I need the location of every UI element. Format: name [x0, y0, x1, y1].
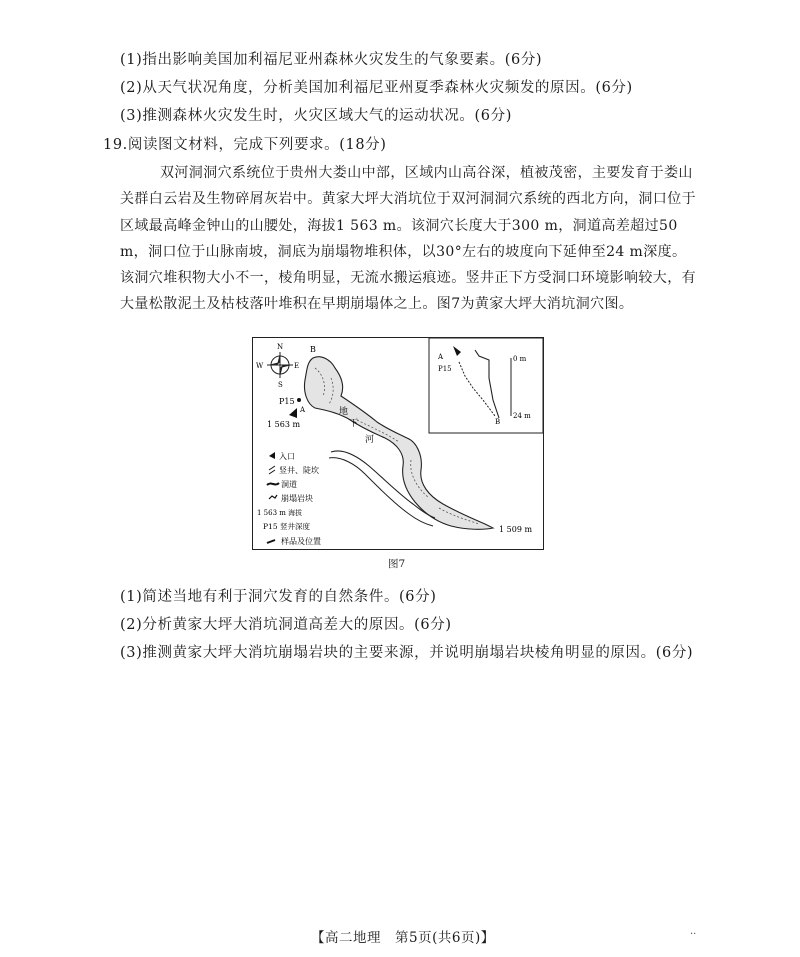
inset-label-p15: P15	[438, 365, 452, 373]
inset-label-b: B	[495, 418, 501, 426]
legend-item-rockfall: 崩塌岩块	[281, 494, 313, 503]
compass-s: S	[278, 381, 283, 389]
river-char-2: 下	[349, 419, 359, 429]
question-19-heading: 19.阅读图文材料，完成下列要求。(18分)	[103, 137, 387, 153]
material-text: 双河洞洞穴系统位于贵州大娄山中部，区域内山高谷深，植被茂密，主要发育于娄山关群白云岩及生物碎屑灰岩中。黄家大坪大消坑位于双河洞洞穴系统的西北方向，洞口位于区域最高峰金钟山的山腰处，海拔1 563 m。该洞穴长度大于300 m，洞道高差超过50 m，洞口位于山脉南坡，洞底为崩塌物堆积体，以30°左右的坡度向下延伸至24 m深度。该洞穴堆积物大小不一，棱角明显，无流水搬运痕迹。竖井正下方受洞口环境影响较大，有大量松散泥土及枯枝落叶堆积在早期崩塌体之上。图7为黄家大坪大消坑洞穴图。	[120, 165, 696, 313]
inset-label-a: A	[438, 353, 444, 361]
prev-question-3: (3)推测森林火灾发生时，火灾区域大气的运动状况。(6分)	[120, 108, 512, 124]
legend-entrance-icon	[269, 452, 275, 459]
legend-item-sample: 样品及位置	[281, 537, 321, 546]
corner-mark: ··	[690, 929, 697, 940]
legend-item-depth: P15 竖井深度	[263, 522, 310, 531]
legend-sample-icon	[267, 540, 275, 543]
page-footer: 【高二地理 第5页(共6页)】	[311, 930, 495, 946]
sub-question-1: (1)简述当地有利于洞穴发育的自然条件。(6分)	[120, 589, 437, 605]
label-p15: P15	[279, 397, 295, 406]
elevation-end: 1 509 m	[499, 525, 533, 534]
profile-inset	[429, 338, 543, 433]
entrance-icon	[289, 408, 297, 418]
sub-question-3: (3)推测黄家大坪大消坑崩塌岩块的主要来源，并说明崩塌岩块棱角明显的原因。(6分)	[120, 645, 694, 661]
legend-item-shaft: 竖井、陡坎	[279, 466, 319, 475]
legend-shaft-icon	[269, 466, 275, 474]
legend	[257, 451, 321, 546]
label-a: A	[300, 406, 306, 414]
legend-rockfall-icon	[269, 495, 277, 499]
compass-n: N	[277, 343, 284, 351]
prev-question-1: (1)指出影响美国加利福尼亚州森林火灾发生的气象要素。(6分)	[120, 52, 543, 68]
label-b: B	[310, 345, 316, 354]
figure-7-cave-map	[252, 337, 544, 550]
question-19-material	[120, 160, 700, 318]
compass-e: E	[294, 362, 300, 370]
figure-caption: 图7	[388, 558, 406, 570]
shaft-icon	[297, 398, 301, 402]
sub-question-2: (2)分析黄家大坪大消坑洞道高差大的原因。(6分)	[120, 617, 452, 633]
inset-depth-bottom: 24 m	[513, 412, 531, 420]
compass-w: W	[256, 362, 264, 370]
river-char-3: 河	[365, 435, 375, 445]
prev-question-2: (2)从天气状况角度，分析美国加利福尼亚州夏季森林火灾频发的原因。(6分)	[120, 80, 633, 96]
elevation-entrance: 1 563 m	[267, 420, 301, 429]
inset-depth-top: 0 m	[513, 355, 527, 363]
cave-map-svg	[253, 338, 543, 549]
legend-item-entrance: 入口	[279, 452, 295, 461]
legend-passage-icon	[267, 483, 279, 485]
legend-item-elevation: 1 563 m 海拔	[257, 509, 303, 517]
compass-icon	[267, 352, 293, 378]
legend-item-passage: 洞道	[281, 480, 297, 489]
river-char-1: 地	[339, 407, 349, 417]
